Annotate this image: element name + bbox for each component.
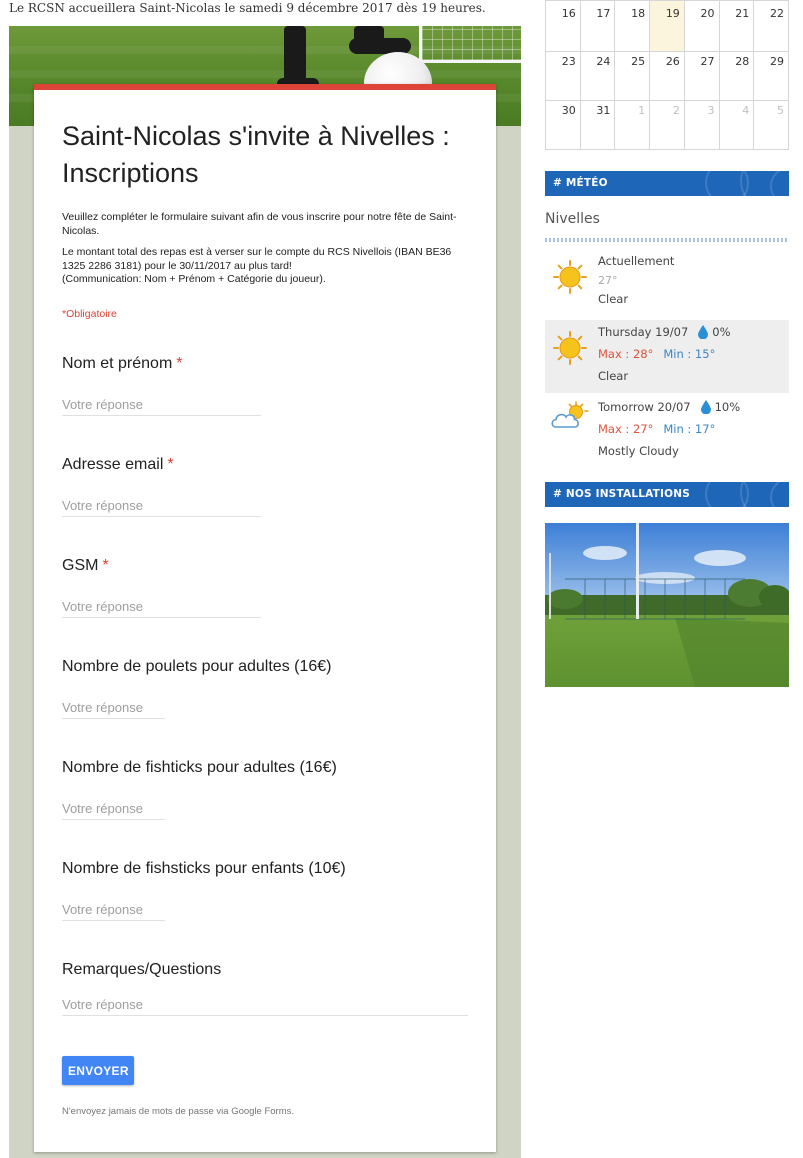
forecast-max: Max : 28° <box>598 347 654 361</box>
calendar-day-next-month[interactable]: 3 <box>684 101 719 150</box>
submit-button[interactable]: ENVOYER <box>62 1056 134 1085</box>
partly-cloudy-icon <box>550 400 590 432</box>
calendar-day-next-month[interactable]: 5 <box>754 101 789 150</box>
installations-widget-header <box>545 482 789 507</box>
calendar-day[interactable]: 16 <box>546 1 581 52</box>
calendar-grid <box>545 0 789 150</box>
calendar-day[interactable]: 27 <box>684 52 719 101</box>
forecast-day: Tomorrow 20/07 <box>598 400 691 414</box>
sports-field-image <box>545 523 789 687</box>
email-input[interactable] <box>62 494 261 517</box>
dotted-divider <box>545 238 789 242</box>
form-embed-background <box>9 26 521 1158</box>
forecast-max: Max : 27° <box>598 422 654 436</box>
calendar-day-today[interactable]: 19 <box>650 1 685 52</box>
raindrop-icon <box>698 325 708 339</box>
form-description-communication: (Communication: Nom + Prénom + Catégorie du joueur). <box>62 273 326 285</box>
question-label-name: Nom et prénom * <box>62 355 183 372</box>
calendar-day-next-month[interactable]: 1 <box>615 101 650 150</box>
weather-forecast-tomorrow <box>545 395 789 465</box>
weather-current <box>545 251 789 317</box>
calendar-day[interactable]: 23 <box>546 52 581 101</box>
form-description-payment: Le montant total des repas est à verser sur le compte du RCS Nivellois (IBAN BE36 1325 2286 3181) pour le 30/11/2017 au plus tard! <box>62 246 452 272</box>
calendar-day[interactable]: 25 <box>615 52 650 101</box>
calendar-day[interactable]: 17 <box>580 1 615 52</box>
raindrop-icon <box>701 400 711 414</box>
form-description-intro: Veuillez compléter le formulaire suivant afin de vous inscrire pour notre fête de Saint-Nicolas. <box>62 211 457 237</box>
forecast-condition: Mostly Cloudy <box>598 444 679 458</box>
calendar-day[interactable]: 26 <box>650 52 685 101</box>
forecast-day: Thursday 19/07 <box>598 325 689 339</box>
question-label-gsm: GSM * <box>62 557 109 574</box>
calendar-day[interactable]: 24 <box>580 52 615 101</box>
sun-icon <box>553 260 587 294</box>
forecast-min: Min : 17° <box>663 422 716 436</box>
fishsticks-adults-input[interactable] <box>62 797 165 820</box>
question-label-remarks: Remarques/Questions <box>62 961 222 978</box>
calendar-day-next-month[interactable]: 4 <box>719 101 754 150</box>
installations-header-title: # NOS INSTALLATIONS <box>553 488 690 500</box>
required-star: * <box>176 355 183 372</box>
weather-current-condition: Clear <box>598 292 629 306</box>
calendar-day[interactable]: 18 <box>615 1 650 52</box>
calendar-day[interactable]: 29 <box>754 52 789 101</box>
weather-header-title: # MÉTÉO <box>553 177 608 189</box>
required-note: *Obligatoire <box>62 308 117 320</box>
question-label-chicken-adults: Nombre de poulets pour adultes (16€) <box>62 658 332 675</box>
calendar-day[interactable]: 28 <box>719 52 754 101</box>
forecast-precip: 0% <box>712 325 731 339</box>
calendar-day[interactable]: 30 <box>546 101 581 150</box>
weather-current-label: Actuellement <box>598 254 675 268</box>
form-title: Saint-Nicolas s'invite à Nivelles : Inscriptions <box>62 121 450 188</box>
weather-widget-header <box>545 171 789 196</box>
sun-icon <box>553 331 587 365</box>
weather-forecast-today <box>545 320 789 393</box>
gsm-input[interactable] <box>62 595 261 618</box>
question-label-fishsticks-adults: Nombre de fishticks pour adultes (16€) <box>62 759 337 776</box>
events-calendar <box>545 0 789 150</box>
weather-current-temp: 27° <box>598 274 618 287</box>
forecast-precip: 10% <box>714 400 741 414</box>
chicken-adults-input[interactable] <box>62 696 165 719</box>
announcement-text: Le RCSN accueillera Saint-Nicolas le samedi 9 décembre 2017 dès 19 heures. <box>9 1 486 15</box>
calendar-day[interactable]: 21 <box>719 1 754 52</box>
weather-city: Nivelles <box>545 211 600 227</box>
password-warning: N'envoyez jamais de mots de passe via Google Forms. <box>62 1106 295 1117</box>
remarks-input[interactable] <box>62 993 468 1016</box>
forecast-condition: Clear <box>598 369 629 383</box>
forecast-min: Min : 15° <box>663 347 716 361</box>
calendar-day-next-month[interactable]: 2 <box>650 101 685 150</box>
name-input[interactable] <box>62 393 261 416</box>
required-star: * <box>102 557 109 574</box>
question-label-fishsticks-children: Nombre de fishsticks pour enfants (10€) <box>62 860 346 877</box>
form-description <box>62 211 472 295</box>
calendar-day[interactable]: 22 <box>754 1 789 52</box>
form-card <box>34 84 496 1152</box>
required-star: * <box>167 456 174 473</box>
calendar-day[interactable]: 20 <box>684 1 719 52</box>
question-label-email: Adresse email * <box>62 456 174 473</box>
fishsticks-children-input[interactable] <box>62 898 165 921</box>
installations-photo[interactable] <box>545 523 789 687</box>
calendar-day[interactable]: 31 <box>580 101 615 150</box>
